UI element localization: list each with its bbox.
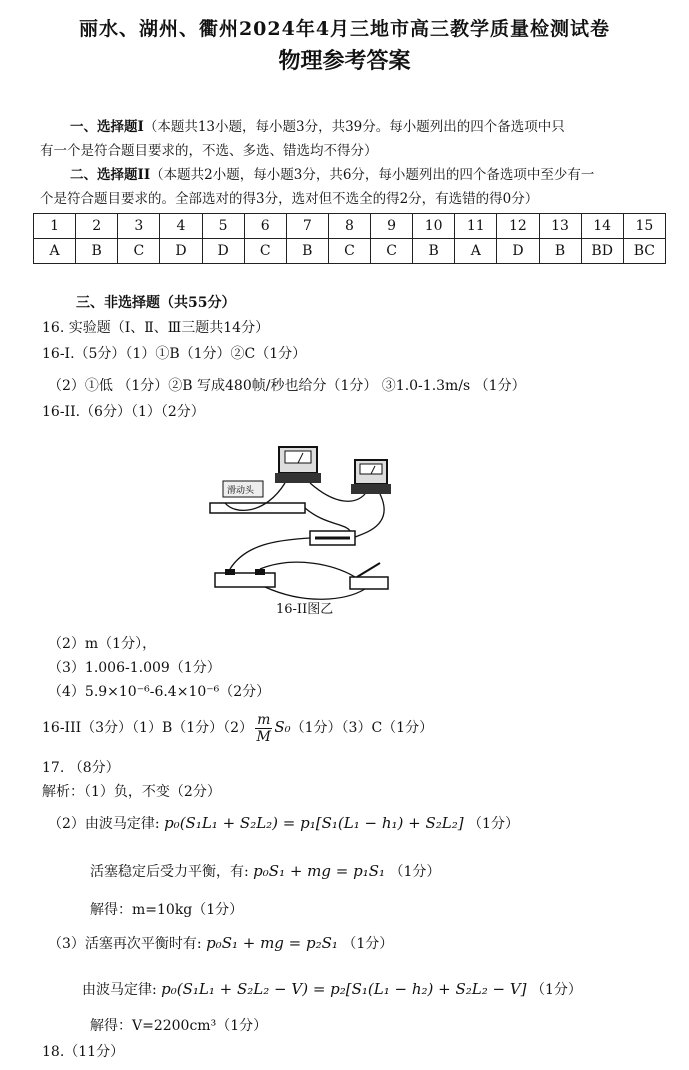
q17-line3-text: 活塞稳定后受力平衡，有: [90, 864, 249, 880]
answer-number-cell: 3 [118, 214, 160, 239]
q16-part3-a: 16-III（3分）（1）B（1分）（2） [42, 720, 254, 736]
resistor-icon [310, 531, 355, 545]
answer-value-cell: B [76, 239, 118, 264]
answer-value-cell: C [118, 239, 160, 264]
answer-number-cell: 13 [539, 214, 581, 239]
answer-value-cell: D [160, 239, 202, 264]
answer-number-cell: 6 [244, 214, 286, 239]
answer-number-cell: 11 [455, 214, 497, 239]
q17-line3-score: （1分） [389, 864, 441, 880]
answer-number-cell: 5 [202, 214, 244, 239]
answer-number-cell: 1 [34, 214, 76, 239]
q17-line6-score: （1分） [531, 982, 582, 998]
fraction-denominator: M [256, 728, 271, 745]
answer-number-cell: 15 [623, 214, 665, 239]
answer-number-cell: 14 [581, 214, 623, 239]
q17-line2-score: （1分） [468, 816, 519, 832]
q16-part2-line4: （4）5.9×10⁻⁶-6.4×10⁻⁶（2分） [48, 684, 271, 700]
q17-title: 17. （8分） [42, 760, 120, 776]
switch-icon [350, 563, 388, 589]
answer-number-cell: 4 [160, 214, 202, 239]
q17-line5-score: （1分） [342, 936, 394, 952]
answer-number-cell: 9 [371, 214, 413, 239]
ammeter-icon [351, 460, 391, 494]
answer-number-cell: 8 [328, 214, 370, 239]
answer-value-cell: C [371, 239, 413, 264]
answer-number-cell: 12 [497, 214, 539, 239]
answer-value-cell: B [286, 239, 328, 264]
answer-value-cell: C [328, 239, 370, 264]
voltmeter-icon [275, 447, 321, 483]
answer-value-cell: B [413, 239, 455, 264]
slider-label: 滑动头 [227, 486, 255, 496]
q17-line1: 解析：（1）负，不变（2分） [42, 784, 221, 800]
header-subtitle: 物理参考答案 [278, 48, 411, 74]
section1-desc1: （本题共13小题，每小题3分，共39分。每小题列出的四个备选项中只 [143, 119, 565, 135]
answer-value-cell: B [539, 239, 581, 264]
q17-line2-text: （2）由波马定律: [48, 816, 160, 832]
header-title: 丽水、湖州、衢州2024年4月三地市高三教学质量检测试卷 [78, 18, 611, 40]
equation-boyle-2: p₀(S₁L₁ + S₂L₂ − V) = p₂[S₁(L₁ − h₂) + S₂L₂ − V] [161, 980, 527, 998]
circuit-figure [205, 445, 405, 617]
figure-caption: 16-II图乙 [276, 602, 334, 617]
q17-line5-text: （3）活塞再次平衡时有: [48, 936, 202, 952]
q17-line4: 解得：m=10kg（1分） [90, 902, 244, 918]
equation-balance-2: p₀S₁ + mg = p₂S₁ [206, 934, 338, 952]
section3-label: 三、非选择题（共55分） [76, 295, 236, 311]
q16-intro: 16. 实验题（Ⅰ、Ⅱ、Ⅲ三题共14分） [42, 320, 270, 336]
answer-table [33, 213, 666, 264]
answer-value-cell: D [202, 239, 244, 264]
q16-part1-line2: （2）①低 （1分）②B 写成480帧/秒也给分（1分） ③1.0-1.3m/s （1分） [48, 378, 526, 394]
battery-icon [215, 569, 275, 587]
answer-values-row [34, 239, 666, 264]
q17-line6 [82, 979, 582, 999]
answer-value-cell: BC [623, 239, 665, 264]
q16-part1-line1: 16-I.（5分）（1）①B（1分）②C（1分） [42, 346, 307, 362]
section1-line1 [70, 115, 565, 139]
section2-desc2: 个是符合题目要求的。全部选对的得3分，选对但不选全的得2分，有选错的得0分） [40, 191, 539, 207]
answer-value-cell: C [244, 239, 286, 264]
q16-part2-line2: （2）m（1分）， [48, 636, 157, 652]
q17-line6-text: 由波马定律: [82, 982, 157, 998]
fraction-numerator: m [257, 711, 271, 728]
answer-numbers-row [34, 214, 666, 239]
section2-label: 二、选择题II [70, 167, 151, 183]
answer-number-cell: 10 [413, 214, 455, 239]
answer-value-cell: A [34, 239, 76, 264]
q17-line2 [48, 813, 519, 833]
q16-part3-b: （1分）（3）C（1分） [290, 720, 434, 736]
q16-part2-line1: 16-II.（6分）（1）（2分） [42, 404, 205, 420]
q18-title: 18.（11分） [42, 1044, 125, 1060]
q16-part3 [42, 709, 433, 746]
section2-desc1: （本题共2小题，每小题3分，共6分，每小题列出的四个备选项中至少有一 [150, 167, 595, 183]
answer-number-cell: 7 [286, 214, 328, 239]
q17-line3 [90, 861, 440, 881]
answer-value-cell: D [497, 239, 539, 264]
answer-value-cell: BD [581, 239, 623, 264]
equation-boyle-1: p₀(S₁L₁ + S₂L₂) = p₁[S₁(L₁ − h₁) + S₂L₂] [164, 814, 464, 832]
equation-balance-1: p₀S₁ + mg = p₁S₁ [253, 862, 386, 880]
q17-line7: 解得：V=2200cm³（1分） [90, 1018, 268, 1034]
answer-number-cell: 2 [76, 214, 118, 239]
q17-line5 [48, 933, 393, 953]
section1-desc2: 有一个是符合题目要求的，不选、多选、错选均不得分） [40, 143, 378, 159]
section1-label: 一、选择题I [70, 119, 144, 135]
q16-part3-s0: S₀ [274, 718, 291, 736]
answer-value-cell: A [455, 239, 497, 264]
q16-part2-line3: （3）1.006-1.009（1分） [48, 660, 221, 676]
section2-line1 [70, 163, 594, 187]
fraction-m-over-M [255, 712, 272, 745]
